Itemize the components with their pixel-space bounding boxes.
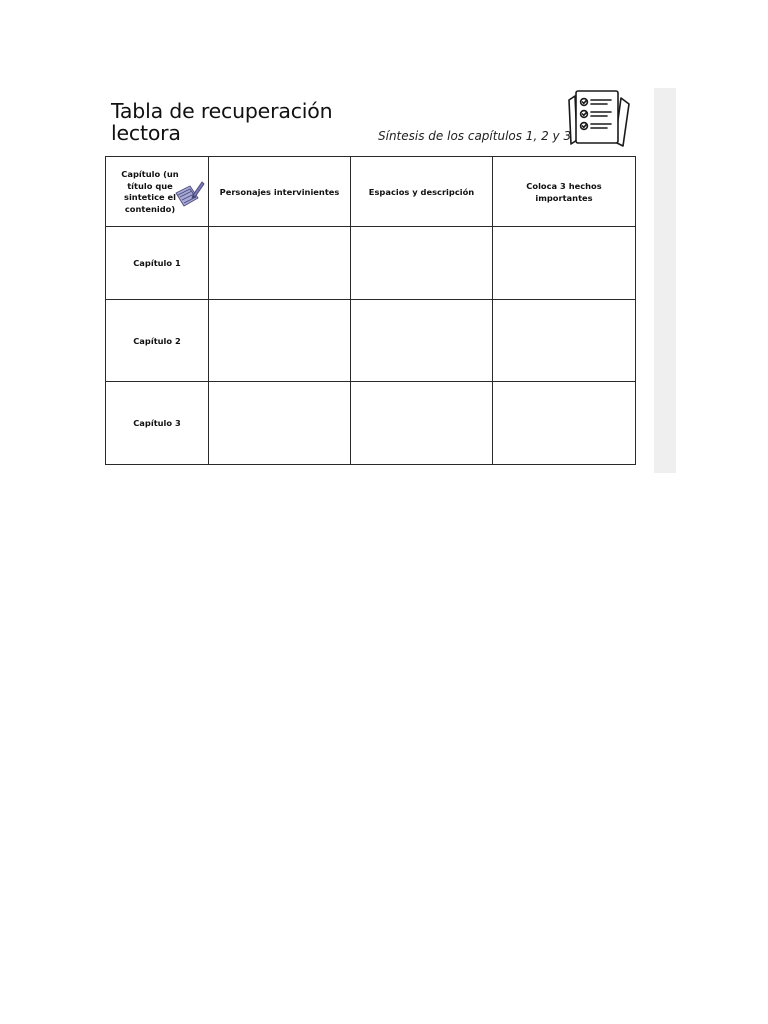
- row-label-chapter-3: Capítulo 3: [106, 382, 209, 465]
- table-row: [106, 382, 636, 465]
- cell-chapter-2-facts[interactable]: [493, 300, 636, 382]
- header-spaces: Espacios y descripción: [351, 157, 493, 227]
- table-row: [106, 300, 636, 382]
- header-chapter: [106, 157, 209, 227]
- cell-chapter-1-facts[interactable]: [493, 227, 636, 300]
- page-subtitle: Síntesis de los capítulos 1, 2 y 3: [378, 129, 572, 143]
- page-title: [111, 100, 381, 144]
- table-row: [106, 227, 636, 300]
- cell-chapter-3-spaces[interactable]: [351, 382, 493, 465]
- title-line-2: lectora: [111, 121, 181, 145]
- table-header-row: [106, 157, 636, 227]
- header-facts: [493, 157, 636, 227]
- title-line-1: Tabla de recuperación: [111, 99, 333, 123]
- row-label-chapter-2: Capítulo 2: [106, 300, 209, 382]
- scrollbar-track[interactable]: [654, 88, 676, 473]
- row-label-chapter-1: Capítulo 1: [106, 227, 209, 300]
- cell-chapter-2-characters[interactable]: [209, 300, 351, 382]
- cell-chapter-1-characters[interactable]: [209, 227, 351, 300]
- cell-chapter-1-spaces[interactable]: [351, 227, 493, 300]
- reading-recovery-table: [105, 156, 636, 465]
- header-characters: Personajes intervinientes: [209, 157, 351, 227]
- header-chapter-label: Capítulo (un título que sintetice el contenido): [121, 169, 179, 214]
- cell-chapter-3-characters[interactable]: [209, 382, 351, 465]
- notebook-pencil-icon: [173, 179, 205, 209]
- cell-chapter-3-facts[interactable]: [493, 382, 636, 465]
- cell-chapter-2-spaces[interactable]: [351, 300, 493, 382]
- header-facts-label: Coloca 3 hechos importantes: [526, 180, 602, 203]
- checklist-icon: [563, 86, 633, 150]
